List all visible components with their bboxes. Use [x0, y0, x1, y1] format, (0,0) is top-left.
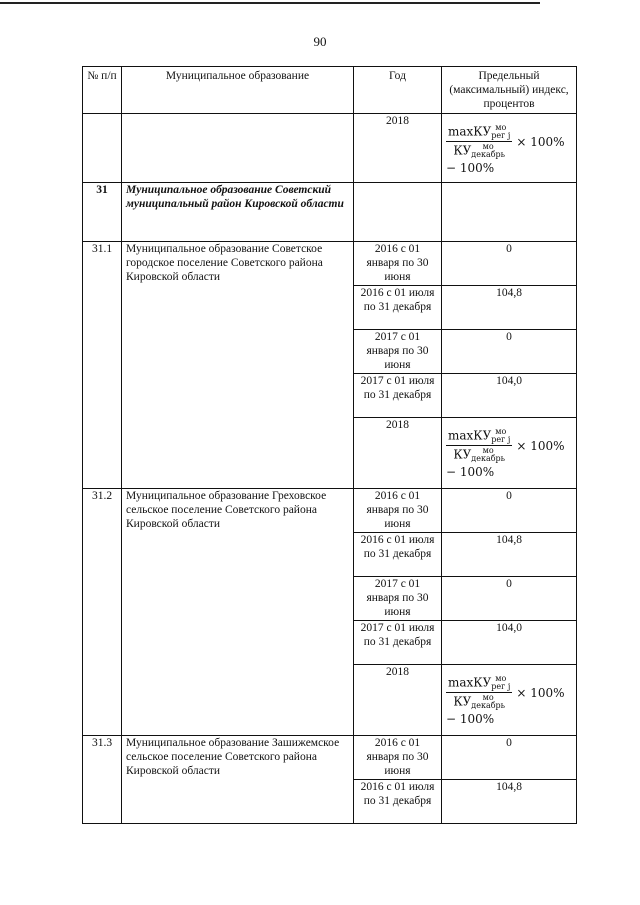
index-formula	[446, 665, 572, 726]
formula-fraction-row	[446, 675, 565, 710]
row-municipality: Муниципальное образование Советский муниципальный район Кировской области	[122, 183, 354, 242]
formula-fraction	[446, 675, 512, 710]
table-header-row	[83, 67, 577, 114]
formula-minus: − 100%	[446, 465, 495, 479]
row-year: 2018	[354, 418, 442, 489]
formula-sub: декабрь	[471, 701, 506, 710]
row-year: 2016 с 01 января по 30 июня	[354, 736, 442, 780]
formula-sup: мо	[495, 674, 507, 683]
row-year: 2016 с 01 июля по 31 декабря	[354, 533, 442, 577]
header-municipality: Муниципальное образование	[122, 67, 354, 114]
row-year: 2016 с 01 января по 30 июня	[354, 242, 442, 286]
formula-den-term: КУ	[453, 694, 472, 709]
formula-sup: мо	[495, 123, 507, 132]
formula-numerator	[446, 675, 512, 693]
row-num: 31.3	[83, 736, 122, 824]
row-index	[442, 183, 577, 242]
row-year: 2016 с 01 июля по 31 декабря	[354, 286, 442, 330]
row-year: 2017 с 01 июля по 31 декабря	[354, 621, 442, 665]
formula-minus: − 100%	[446, 712, 495, 726]
table-row	[83, 242, 577, 286]
formula-sub: рег j	[491, 131, 511, 140]
row-year: 2018	[354, 665, 442, 736]
table-row	[83, 183, 577, 242]
row-index: 0	[442, 577, 577, 621]
top-rule	[0, 2, 540, 4]
formula-times: × 100%	[516, 134, 565, 149]
formula-denominator	[451, 446, 507, 463]
row-index: 104,0	[442, 621, 577, 665]
formula-sup: мо	[482, 693, 494, 702]
header-year: Год	[354, 67, 442, 114]
table-row	[83, 114, 577, 183]
row-year: 2017 с 01 июля по 31 декабря	[354, 374, 442, 418]
formula-max-term: maxКУ	[448, 428, 492, 443]
row-formula-cell	[442, 418, 577, 489]
tariff-index-table	[82, 66, 577, 824]
formula-den-term: КУ	[453, 447, 472, 462]
formula-sup: мо	[482, 142, 494, 151]
formula-denominator	[451, 142, 507, 159]
row-index: 104,8	[442, 533, 577, 577]
index-formula	[446, 418, 572, 479]
formula-sup: мо	[495, 427, 507, 436]
row-year: 2016 с 01 июля по 31 декабря	[354, 780, 442, 824]
formula-fraction	[446, 124, 512, 159]
row-formula-cell	[442, 665, 577, 736]
row-index: 104,8	[442, 780, 577, 824]
formula-fraction	[446, 428, 512, 463]
header-num: № п/п	[83, 67, 122, 114]
row-municipality	[122, 114, 354, 183]
row-num	[83, 114, 122, 183]
formula-sup: мо	[482, 446, 494, 455]
formula-times: × 100%	[516, 685, 565, 700]
row-municipality: Муниципальное образование Советское городское поселение Советского района Кировской области	[122, 242, 354, 489]
row-year	[354, 183, 442, 242]
header-index: Предельный (максимальный) индекс, процентов	[442, 67, 577, 114]
page-number: 90	[313, 34, 327, 49]
row-formula-cell	[442, 114, 577, 183]
table-row	[83, 489, 577, 533]
index-formula	[446, 114, 572, 175]
row-num: 31	[83, 183, 122, 242]
row-year: 2017 с 01 января по 30 июня	[354, 330, 442, 374]
formula-times: × 100%	[516, 438, 565, 453]
formula-den-term: КУ	[453, 143, 472, 158]
formula-sub: декабрь	[471, 150, 506, 159]
row-index: 104,0	[442, 374, 577, 418]
formula-fraction-row	[446, 428, 565, 463]
formula-sub: рег j	[491, 435, 511, 444]
row-index: 0	[442, 489, 577, 533]
row-year: 2017 с 01 января по 30 июня	[354, 577, 442, 621]
formula-minus: − 100%	[446, 161, 495, 175]
row-municipality: Муниципальное образование Зашижемское сельское поселение Советского района Кировской области	[122, 736, 354, 824]
row-municipality: Муниципальное образование Греховское сельское поселение Советского района Кировской области	[122, 489, 354, 736]
formula-denominator	[451, 693, 507, 710]
row-year: 2018	[354, 114, 442, 183]
formula-numerator	[446, 124, 512, 142]
formula-fraction-row	[446, 124, 565, 159]
row-index: 0	[442, 330, 577, 374]
row-index: 0	[442, 736, 577, 780]
formula-sub: рег j	[491, 682, 511, 691]
table-row	[83, 736, 577, 780]
formula-max-term: maxКУ	[448, 675, 492, 690]
row-index: 0	[442, 242, 577, 286]
row-num: 31.2	[83, 489, 122, 736]
formula-sub: декабрь	[471, 454, 506, 463]
row-index: 104,8	[442, 286, 577, 330]
formula-numerator	[446, 428, 512, 446]
row-num: 31.1	[83, 242, 122, 489]
formula-max-term: maxКУ	[448, 124, 492, 139]
row-year: 2016 с 01 января по 30 июня	[354, 489, 442, 533]
